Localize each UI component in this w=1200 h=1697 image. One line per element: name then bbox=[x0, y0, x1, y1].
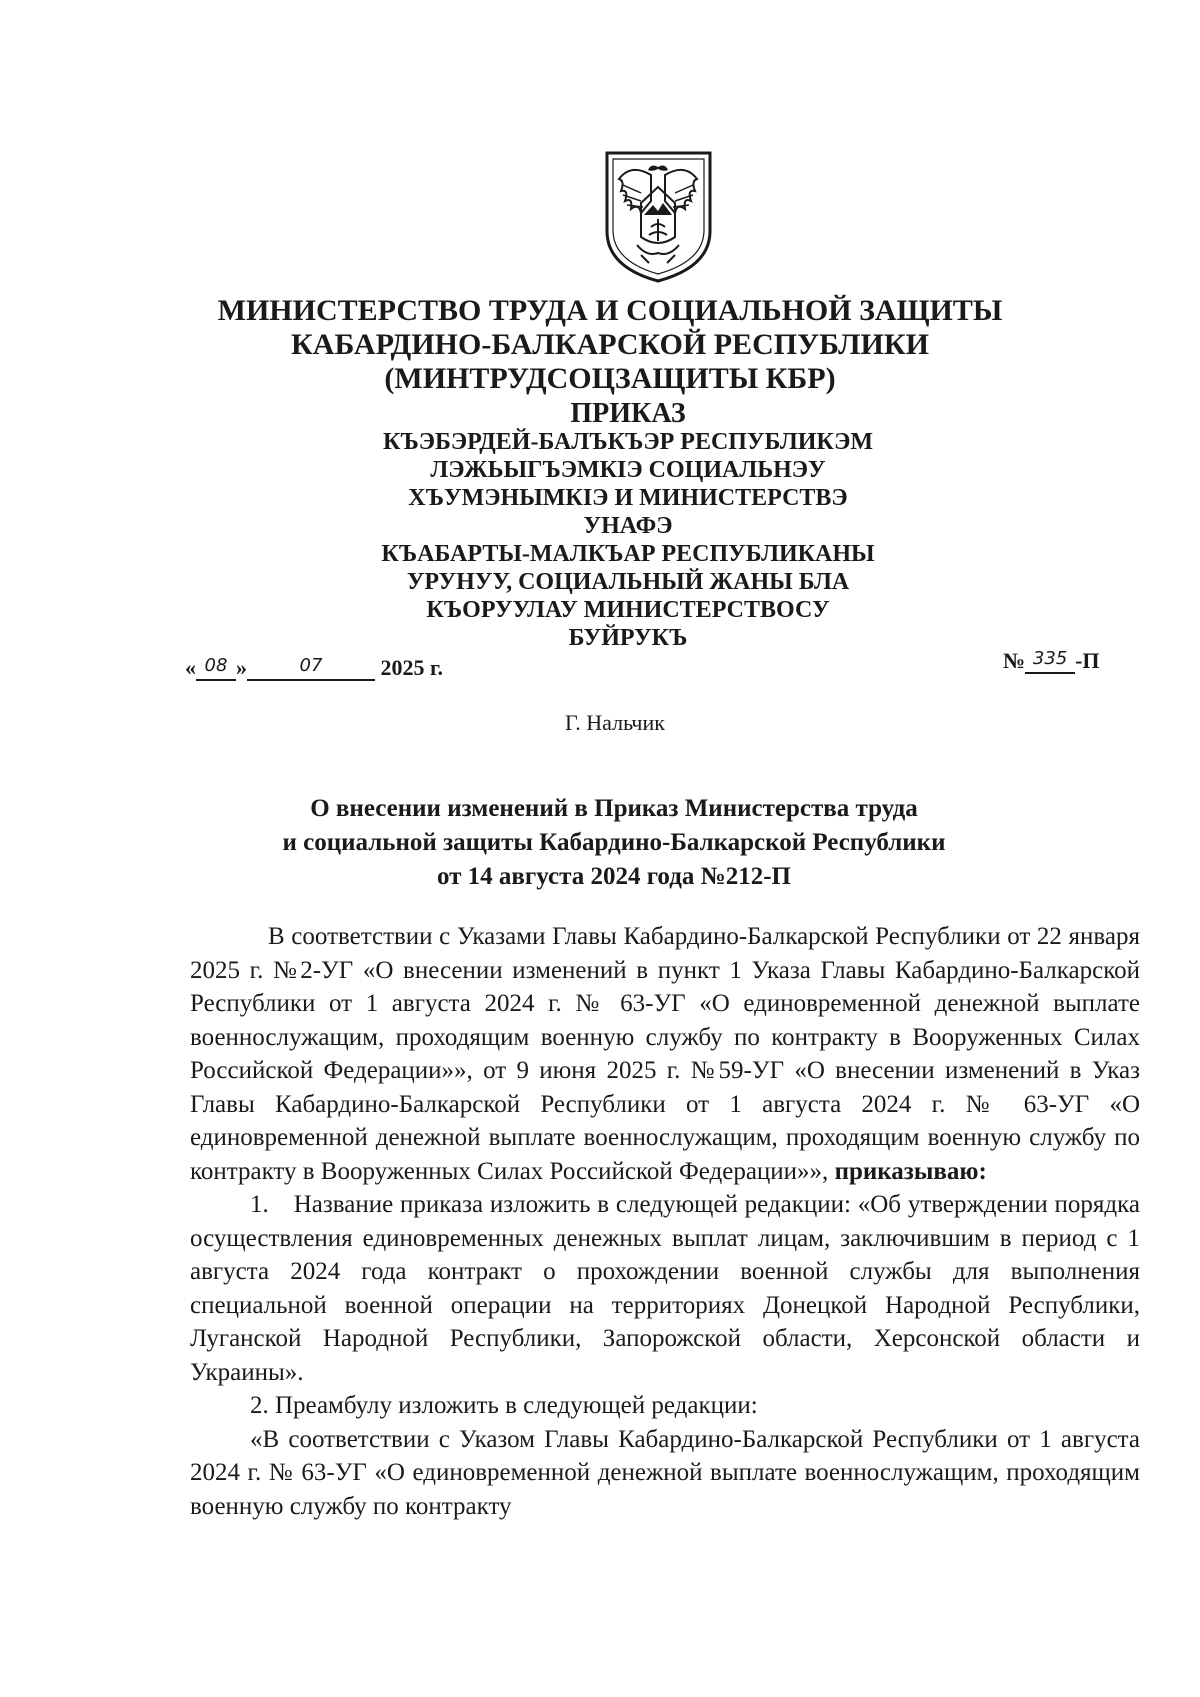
ministry-name-kabardian: КЪЭБЭРДЕЙ-БАЛЪКЪЭР РЕСПУБЛИКЭМ ЛЭЖЬЫГЪЭМКIЭ СОЦИАЛЬНЭУ ХЪУМЭНЫМКIЭ И МИНИСТЕРСТВЭ УНАФЭ bbox=[382, 429, 874, 539]
intro-paragraph: В соответствии с Указами Главы Кабардино-Балкарской Республики от 22 января 2025 г. №2-УГ «О внесении изменений в пункт 1 Указа Главы Кабардино-Балкарской Республики от 1 августа 2024 г. № 63-УГ «О единовременной денежной выплате военнослужащим, проходящим военную службу по контракту в Вооруженных Силах Российской Федерации»», от 9 июня 2025 г. №59-УГ «О внесении изменений в Указ Главы Кабардино-Балкарской Республики от 1 августа 2024 г. № 63-УГ «О единовременной денежной выплате военнослужащим, проходящим военную службу по контракту в Вооруженных Силах Российской Федерации»», приказываю: bbox=[190, 923, 1140, 1185]
item-1: 1. Название приказа изложить в следующей редакции: «Об утверждении порядка осуществления единовременных денежных выплат лицам, заключившим в период с 1 августа 2024 года контракт о прохождении военной службы для выполнения специальной военной операции на территориях Донецкой Народной Республики, Луганской Народной Республики, Запорожской области, Херсонской области и Украины». bbox=[190, 1191, 1140, 1386]
date-day: 08 bbox=[196, 655, 236, 681]
date-month: 07 bbox=[247, 655, 375, 681]
order-number: № 335 -П bbox=[1003, 648, 1100, 673]
city-name: Г. Нальчик bbox=[565, 710, 665, 735]
ministry-name-balkar: КЪАБАРТЫ-МАЛКЪАР РЕСПУБЛИКАНЫ УРУНУУ, СОЦИАЛЬНЫЙ ЖАНЫ БЛА КЪОРУУЛАУ МИНИСТЕРСТВОСУ БУЙРУКЪ bbox=[381, 541, 875, 651]
coat-of-arms-kbr bbox=[601, 145, 716, 285]
document-title: О внесении изменений в Приказ Министерства труда и социальной защиты Кабардино-Балкарской Республики от 14 августа 2024 года №212-П bbox=[282, 795, 946, 890]
order-date: « 08 » 07 2025 г. bbox=[185, 655, 444, 680]
ministry-name-ru: МИНИСТЕРСТВО ТРУДА И СОЦИАЛЬНОЙ ЗАЩИТЫ КАБАРДИНО-БАЛКАРСКОЙ РЕСПУБЛИКИ (МИНТРУДСОЦЗАЩИТЫ КБР) bbox=[217, 294, 1003, 395]
preamble-quote: «В соответствии с Указом Главы Кабардино-Балкарской Республики от 1 августа 2024 г. № 63-УГ «О единовременной денежной выплате военнослужащим, проходящим военную службу по контракту bbox=[190, 1425, 1140, 1520]
order-number-value: 335 bbox=[1025, 648, 1075, 674]
document-body bbox=[190, 920, 1140, 1523]
item-2: 2. Преамбулу изложить в следующей редакции: bbox=[250, 1392, 758, 1419]
date-year: 2025 г. bbox=[380, 655, 444, 680]
order-heading-ru: ПРИКАЗ bbox=[570, 398, 686, 429]
